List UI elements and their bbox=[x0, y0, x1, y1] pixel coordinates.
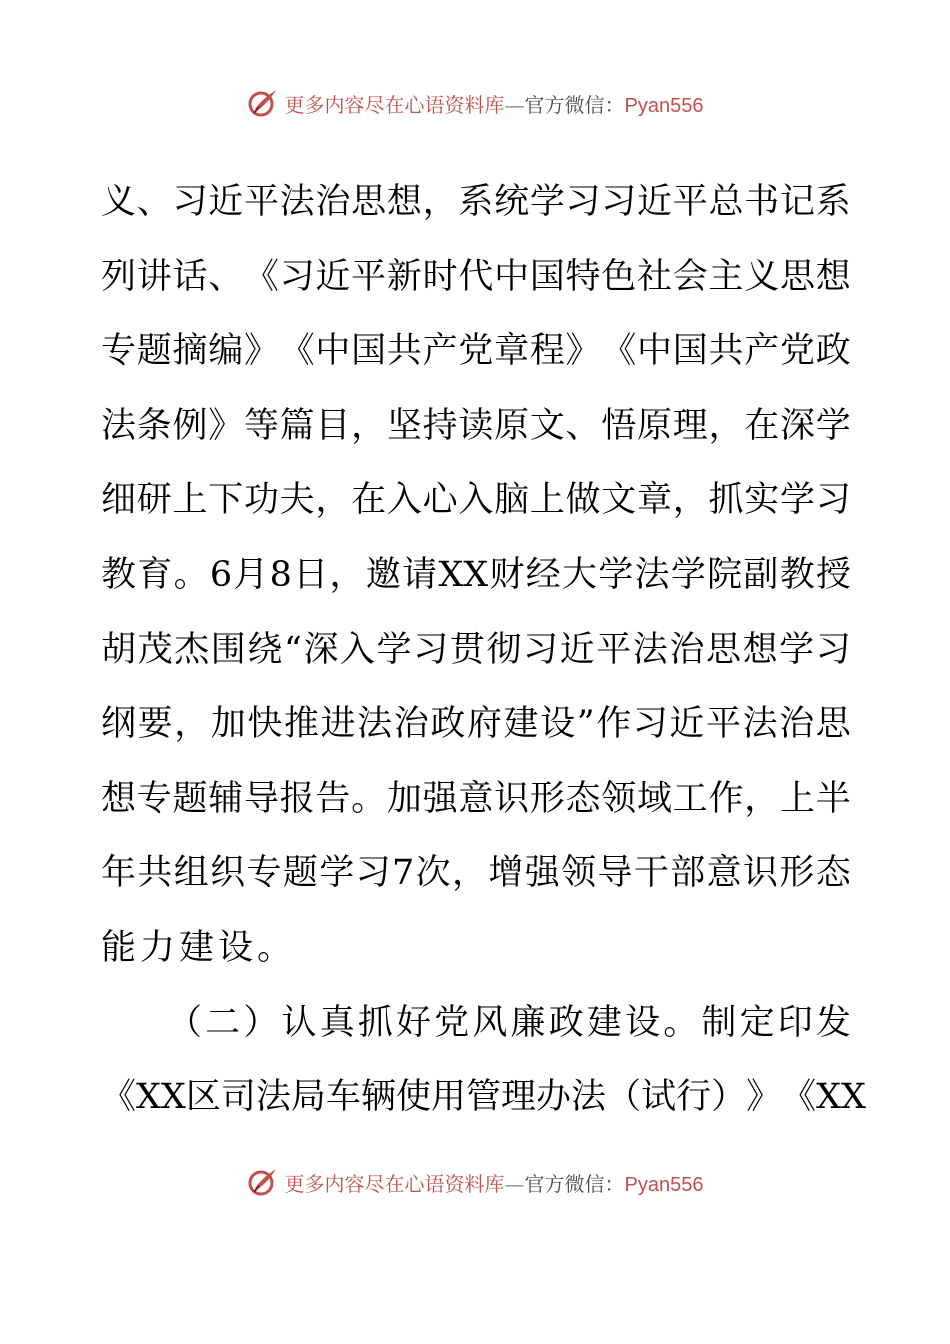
watermark-brand-text: 更多内容尽在心语资料库 bbox=[284, 1171, 505, 1196]
text-line: 年 共 组 织 专 题 学 习 7 次 ， 增 强 领 导 干 部 意 识 形 态 bbox=[101, 853, 851, 894]
watermark-wechat-id: Pyan556 bbox=[624, 1173, 704, 1196]
watermark-wechat-id: Pyan556 bbox=[624, 94, 704, 117]
text-line: 专 题 摘 编 》 《 中 国 共 产 党 章 程 》 《 中 国 共 产 党 政 bbox=[101, 331, 851, 372]
watermark-banner-top bbox=[0, 83, 950, 123]
text-line: 法 条 例 》 等 篇 目 ， 坚 持 读 原 文 、 悟 原 理 ， 在 深 学 bbox=[101, 405, 851, 446]
text-line: 能力建设。 bbox=[101, 927, 297, 968]
text-line: 胡 茂 杰 围 绕 “ 深 入 学 习 贯 彻 习 近 平 法 治 思 想 学 习 bbox=[101, 629, 851, 670]
text-line: 想 专 题 辅 导 报 告 。 加 强 意 识 形 态 领 域 工 作 ， 上 半 bbox=[101, 778, 851, 819]
quill-logo-icon bbox=[247, 1166, 279, 1198]
section-heading-line: （ 二 ） 认 真 抓 好 党 风 廉 政 建 设 。 制 定 印 发 bbox=[167, 1002, 851, 1043]
watermark-wechat-label: 官方微信： bbox=[524, 92, 625, 117]
watermark-brand-text: 更多内容尽在心语资料库 bbox=[284, 92, 505, 117]
watermark-dash: — bbox=[504, 92, 525, 117]
quill-logo-icon bbox=[247, 87, 279, 119]
watermark-wechat-label: 官方微信： bbox=[524, 1171, 625, 1196]
watermark-dash: — bbox=[504, 1171, 525, 1196]
text-line: 细 研 上 下 功 夫 ， 在 入 心 入 脑 上 做 文 章 ， 抓 实 学 习 bbox=[101, 480, 851, 521]
document-body bbox=[101, 172, 866, 1142]
text-line: 义 、 习 近 平 法 治 思 想 ， 系 统 学 习 习 近 平 总 书 记 系 bbox=[101, 182, 851, 222]
text-line: 教 育 。 6 月 8 日 ， 邀 请 XX 财 经 大 学 法 学 院 副 教 授 bbox=[101, 554, 851, 595]
watermark-banner-bottom bbox=[0, 1162, 950, 1202]
text-line: 纲 要 ， 加 快 推 进 法 治 政 府 建 设 ” 作 习 近 平 法 治 思 bbox=[101, 704, 851, 745]
text-line: 《 XX 区 司 法 局 车 辆 使 用 管 理 办 法 （ 试 行 ） 》 《 XX bbox=[101, 1077, 866, 1118]
text-line: 列 讲 话 、 《 习 近 平 新 时 代 中 国 特 色 社 会 主 义 思 想 bbox=[101, 256, 851, 297]
